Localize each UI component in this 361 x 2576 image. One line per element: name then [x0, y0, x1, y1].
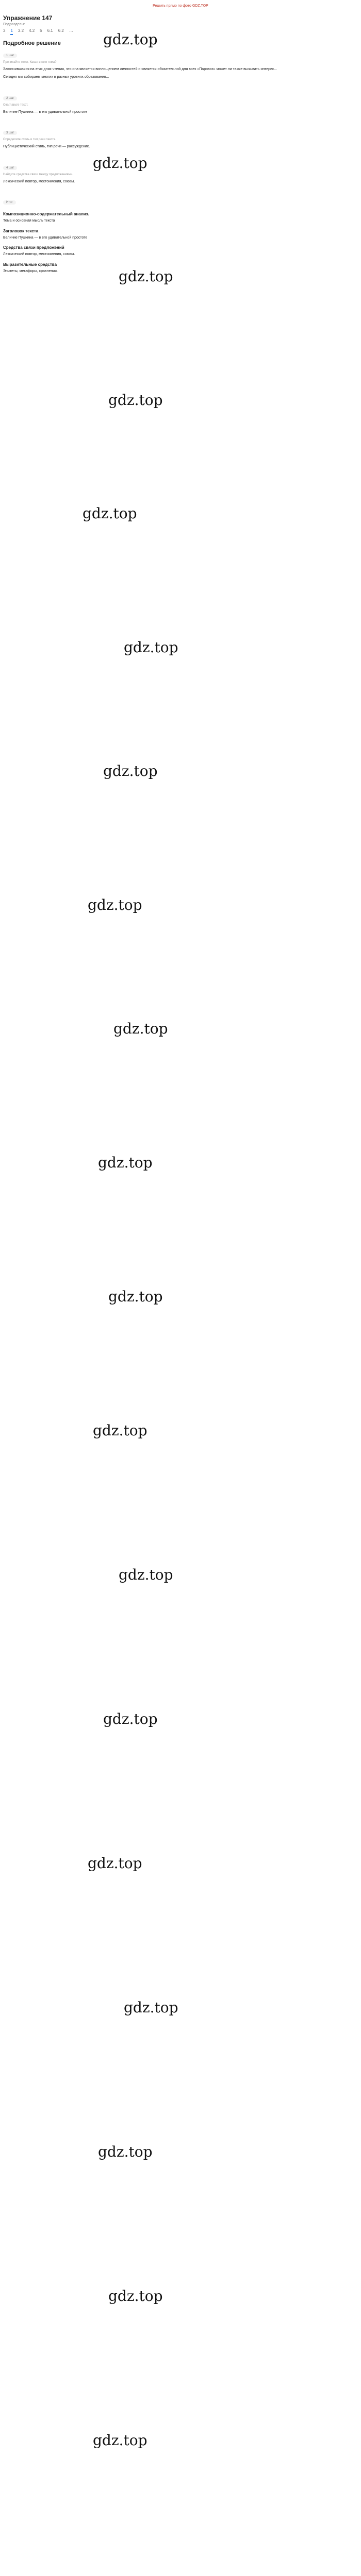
- subsection-tab[interactable]: 3: [3, 28, 6, 33]
- final-section-title: Заголовок текста: [3, 228, 39, 233]
- watermark: gdz.top: [103, 762, 158, 779]
- page-title: Упражнение 147: [3, 14, 53, 22]
- subsection-tab[interactable]: …: [69, 28, 73, 33]
- final-section-title: Средства связи предложений: [3, 245, 64, 250]
- subsection-tabs: [3, 28, 358, 35]
- step-question: Прочитайте текст. Какая в нем тема?: [3, 61, 57, 64]
- final-section-text: Эпитеты, метафоры, сравнения.: [3, 269, 58, 273]
- step-tag: 3 шаг: [3, 131, 17, 135]
- watermark: gdz.top: [88, 896, 142, 913]
- step-paragraph: Лексический повтор, местоимения, союзы.: [3, 179, 75, 183]
- step-question: Озаглавьте текст.: [3, 103, 28, 107]
- solution-step: [3, 162, 358, 184]
- step-paragraph: Сегодня мы собираем многих в разных уровнях образования...: [3, 75, 109, 79]
- watermark: gdz.top: [113, 1020, 168, 1037]
- watermark: gdz.top: [93, 155, 147, 172]
- step-paragraph: Публицистический стиль, тип речи — рассуждение.: [3, 145, 90, 149]
- subsection-tab[interactable]: 1: [10, 28, 12, 35]
- step-tag: 4 шаг: [3, 166, 17, 170]
- step-paragraph: Величие Пушкина — в его удивительной простоте: [3, 110, 88, 114]
- watermark: gdz.top: [98, 2143, 153, 2160]
- step-tag: 2 шаг: [3, 96, 17, 100]
- subsection-tab[interactable]: 5: [40, 28, 42, 33]
- watermark: gdz.top: [93, 1422, 147, 1439]
- step-question: Определите стиль и тип речи текста.: [3, 138, 57, 142]
- final-section-title: Композиционно-содержательный анализ.: [3, 212, 89, 217]
- watermark: gdz.top: [93, 2432, 147, 2449]
- subsection-tab[interactable]: 6.2: [58, 28, 64, 33]
- watermark: gdz.top: [83, 505, 137, 522]
- final-section-title: Выразительные средства: [3, 262, 57, 267]
- final-tag: Итог: [3, 200, 16, 205]
- watermark: gdz.top: [119, 1566, 173, 1583]
- watermark: gdz.top: [98, 1154, 153, 1171]
- watermark: gdz.top: [88, 1855, 142, 1872]
- subsection-tab[interactable]: 4.2: [29, 28, 35, 33]
- solution-heading: Подробное решение: [3, 40, 61, 46]
- watermark: gdz.top: [124, 639, 178, 656]
- promo-link[interactable]: Решить прямо по фото GDZ.TOP: [153, 4, 208, 8]
- final-section-text: Величие Пушкина — в его удивительной простоте: [3, 235, 88, 240]
- step-tag: 1 шаг: [3, 54, 17, 58]
- watermark: gdz.top: [103, 1710, 158, 1727]
- subsections-label: Подразделы:: [3, 23, 25, 26]
- watermark: gdz.top: [103, 31, 158, 48]
- watermark: gdz.top: [108, 2287, 163, 2304]
- solution-step: [3, 49, 358, 80]
- step-question: Найдите средства связи между предложениями.: [3, 173, 73, 176]
- content: [0, 14, 361, 274]
- watermark: gdz.top: [108, 1288, 163, 1305]
- topbar: [0, 0, 361, 11]
- final-section-text: Тема и основная мысль текста: [3, 219, 55, 223]
- step-paragraph: Закончившаяся на этих днях чтения, что она является воплощением личностей и является обязательной для всех «Паровоз» может ли также вызывать интерес...: [3, 67, 277, 71]
- watermark: gdz.top: [124, 1999, 178, 2016]
- watermark: gdz.top: [119, 268, 173, 285]
- subsection-tab[interactable]: 3.2: [18, 28, 24, 33]
- solution-step: [3, 127, 358, 149]
- subsection-tab[interactable]: 6.1: [47, 28, 53, 33]
- solution-step: [3, 92, 358, 114]
- watermark: gdz.top: [108, 392, 163, 409]
- final-section-text: Лексический повтор, местоимения, союзы.: [3, 252, 75, 257]
